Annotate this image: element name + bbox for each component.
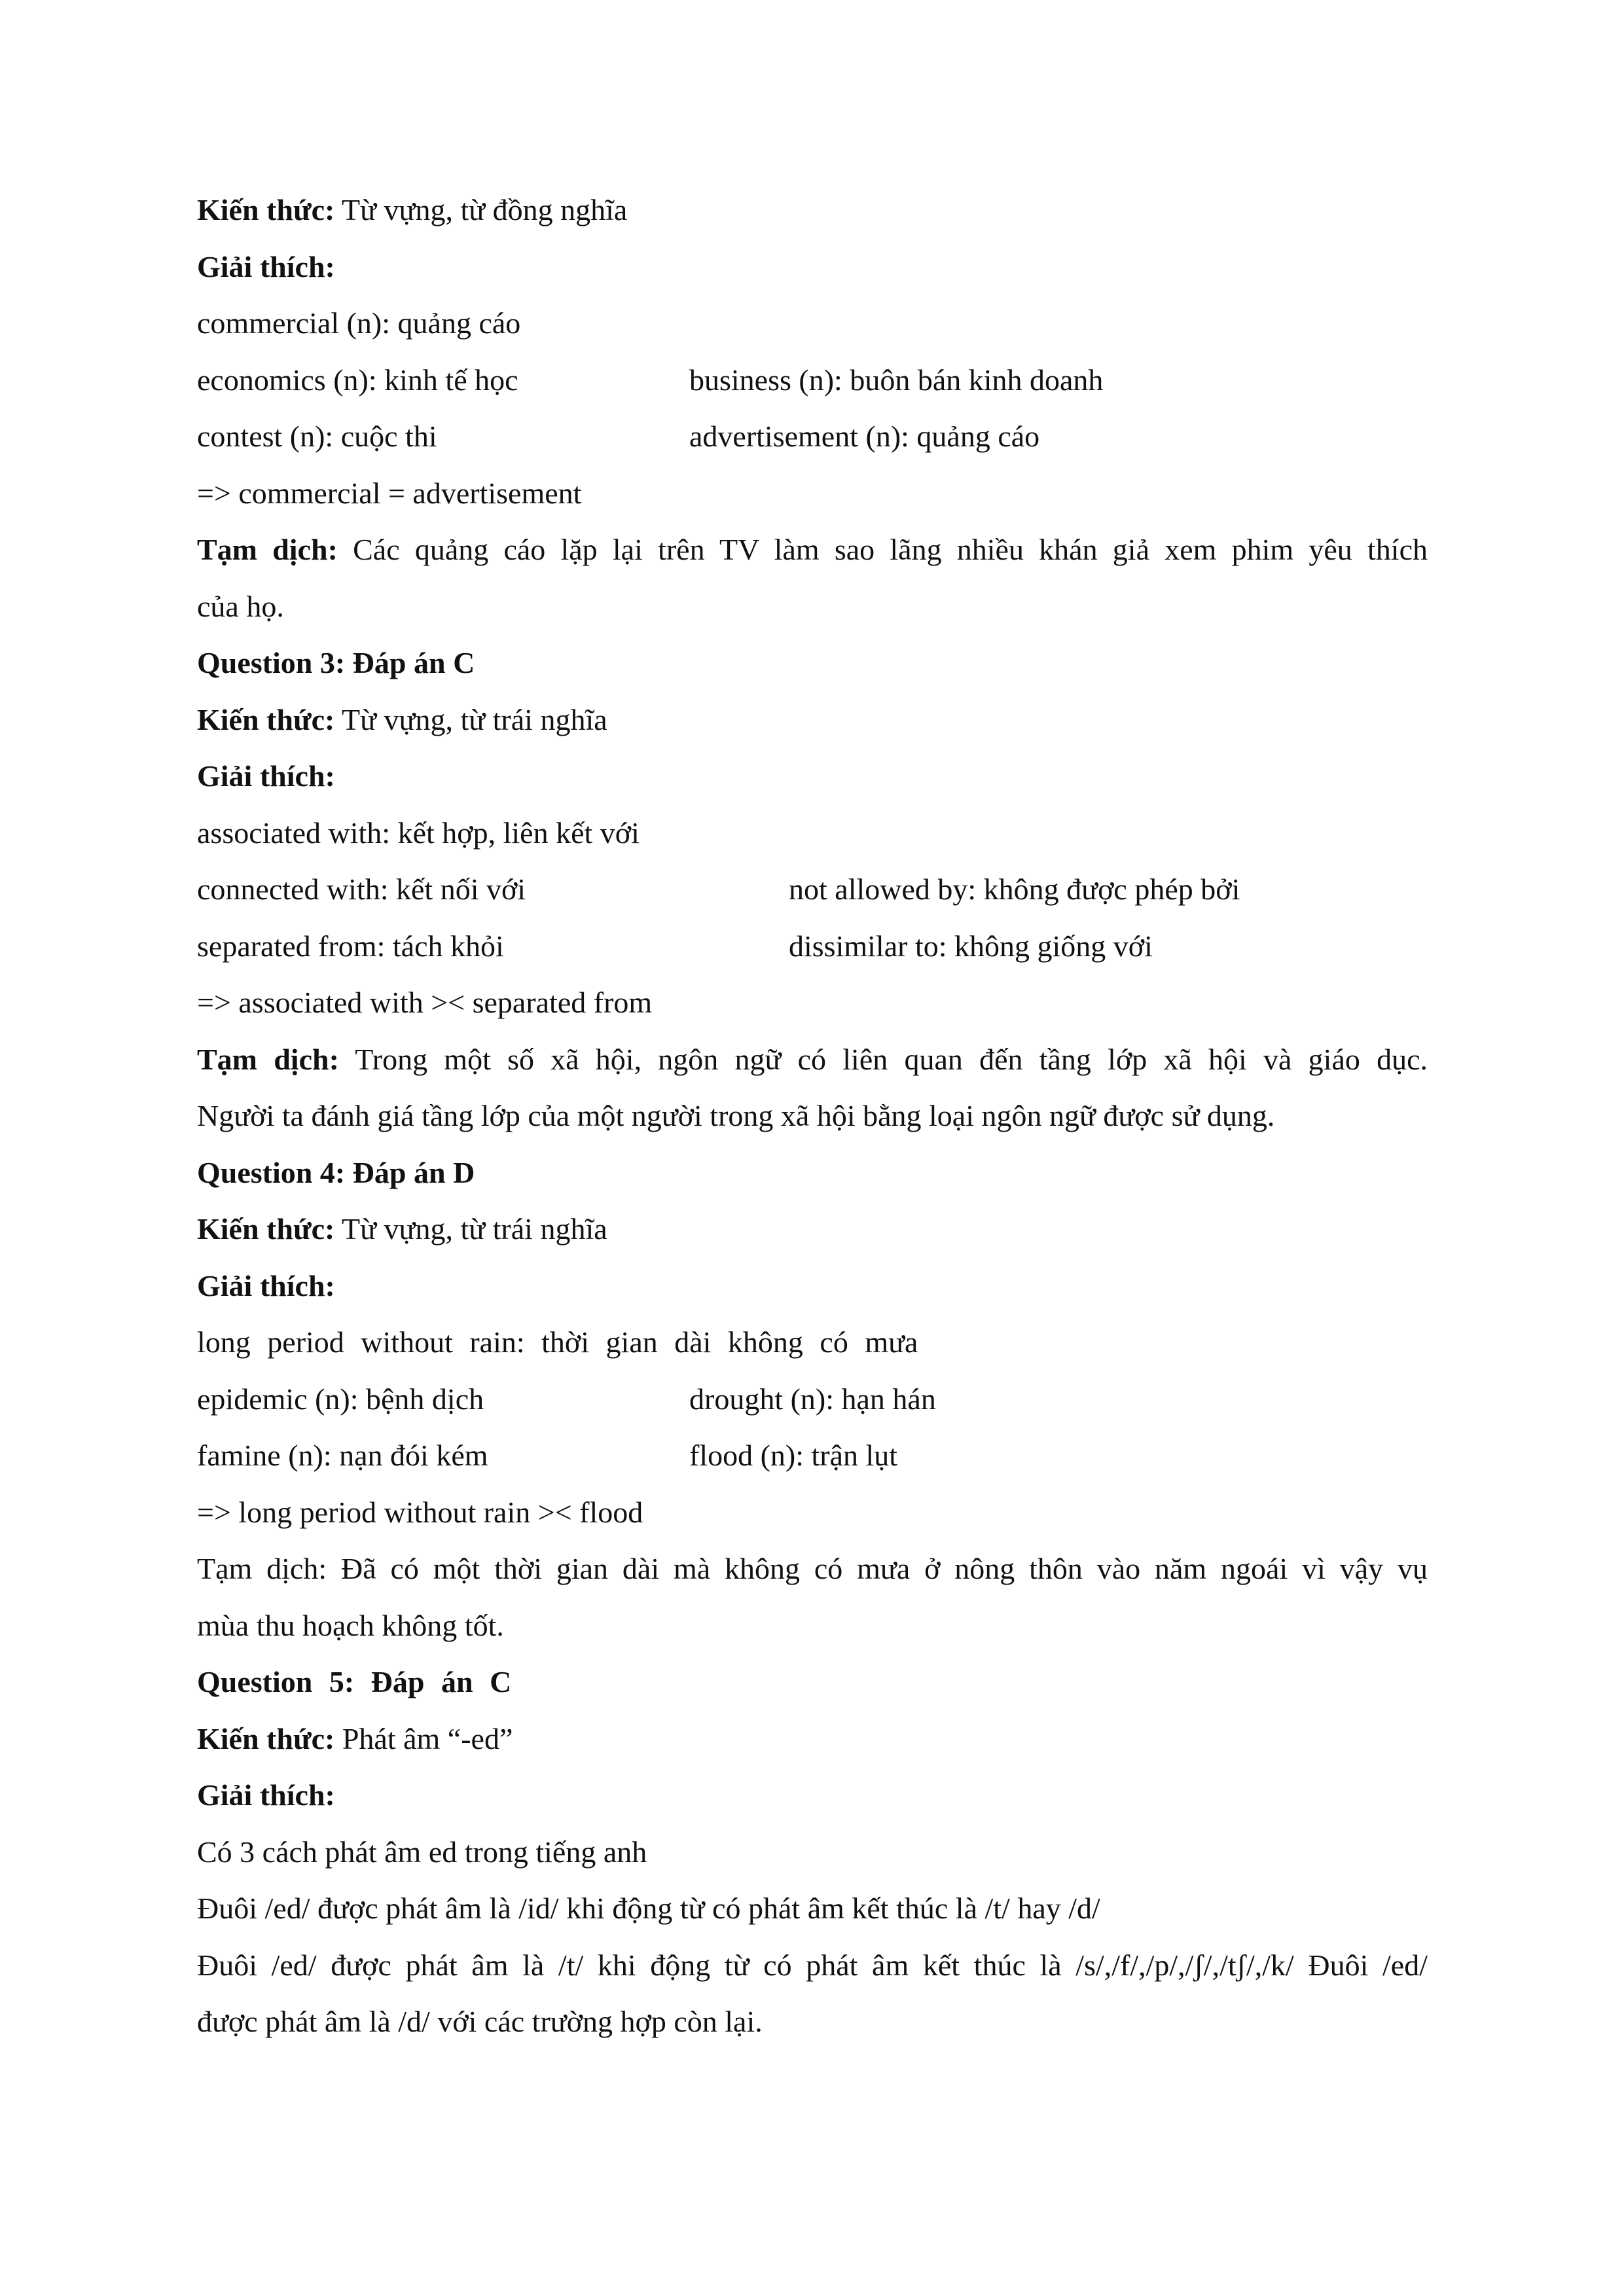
knowledge-line xyxy=(197,1201,1428,1258)
translation-line: Tạm dịch: Đã có một thời gian dài mà không có mưa ở nông thôn vào năm ngoái vì vậy vụ xyxy=(197,1552,1428,1585)
option-row xyxy=(197,861,1428,918)
body-line: Có 3 cách phát âm ed trong tiếng anh xyxy=(197,1835,647,1869)
result-line: => long period without rain >< flood xyxy=(197,1495,643,1529)
translation-label: Tạm dịch: xyxy=(197,1042,339,1076)
option-right: business (n): buôn bán kinh doanh xyxy=(689,363,1104,397)
option-left: epidemic (n): bệnh dịch xyxy=(197,1382,484,1416)
translation-line xyxy=(197,1031,1428,1088)
result-line: => commercial = advertisement xyxy=(197,476,582,510)
knowledge-text: Phát âm “-ed” xyxy=(334,1721,513,1755)
translation-text: Trong một số xã hội, ngôn ngữ có liên quan đến tầng lớp xã hội và giáo dục. xyxy=(338,1042,1428,1076)
translation-text: Các quảng cáo lặp lại trên TV làm sao lãng nhiều khán giả xem phim yêu thích xyxy=(337,533,1428,566)
body-line: được phát âm là /d/ với các trường hợp còn lại. xyxy=(197,2005,763,2038)
knowledge-line xyxy=(197,692,1428,749)
translation-continuation: Người ta đánh giá tầng lớp của một người trong xã hội bằng loại ngôn ngữ được sử dụng. xyxy=(197,1099,1275,1132)
option-right: not allowed by: không được phép bởi xyxy=(789,872,1240,906)
body-line: Đuôi /ed/ được phát âm là /id/ khi động từ có phát âm kết thúc là /t/ hay /d/ xyxy=(197,1892,1100,1925)
option-row xyxy=(197,1427,1428,1484)
definition-line: commercial (n): quảng cáo xyxy=(197,306,521,340)
knowledge-line xyxy=(197,182,1428,239)
knowledge-label: Kiến thức: xyxy=(197,193,335,226)
option-row xyxy=(197,408,1428,465)
option-row xyxy=(197,1371,1428,1428)
knowledge-label: Kiến thức: xyxy=(197,702,335,736)
translation-continuation: của họ. xyxy=(197,589,284,623)
knowledge-text: Từ vựng, từ trái nghĩa xyxy=(334,702,607,736)
question-heading: Question 5: Đáp án C xyxy=(197,1665,512,1698)
explanation-label: Giải thích: xyxy=(197,1268,335,1302)
option-right: dissimilar to: không giống với xyxy=(789,929,1153,963)
question-heading: Question 4: Đáp án D xyxy=(197,1155,475,1189)
explanation-label: Giải thích: xyxy=(197,249,335,283)
knowledge-label: Kiến thức: xyxy=(197,1721,335,1755)
knowledge-line xyxy=(197,1711,1428,1768)
option-row xyxy=(197,918,1428,975)
option-left: connected with: kết nối với xyxy=(197,872,526,906)
option-left: economics (n): kinh tế học xyxy=(197,363,518,397)
explanation-label: Giải thích: xyxy=(197,1778,335,1812)
option-right: advertisement (n): quảng cáo xyxy=(689,420,1040,453)
option-left: contest (n): cuộc thi xyxy=(197,420,437,453)
translation-continuation: mùa thu hoạch không tốt. xyxy=(197,1608,504,1642)
option-left: famine (n): nạn đói kém xyxy=(197,1439,488,1472)
option-right: flood (n): trận lụt xyxy=(689,1439,898,1472)
definition-line: long period without rain: thời gian dài không có mưa xyxy=(197,1325,918,1359)
knowledge-label: Kiến thức: xyxy=(197,1212,335,1246)
body-line: Đuôi /ed/ được phát âm là /t/ khi động từ có phát âm kết thúc là /s/,/f/,/p/,/ʃ/,/tʃ/,/k/ Đuôi /ed/ xyxy=(197,1948,1428,1982)
definition-line: associated with: kết hợp, liên kết với xyxy=(197,816,640,850)
question-heading: Question 3: Đáp án C xyxy=(197,646,475,679)
explanation-label: Giải thích: xyxy=(197,759,335,793)
translation-label: Tạm dịch: xyxy=(197,533,338,566)
option-left: separated from: tách khỏi xyxy=(197,929,504,963)
option-right: drought (n): hạn hán xyxy=(689,1382,936,1416)
knowledge-text: Từ vựng, từ đồng nghĩa xyxy=(334,193,628,226)
option-row xyxy=(197,352,1428,409)
knowledge-text: Từ vựng, từ trái nghĩa xyxy=(334,1212,607,1246)
translation-line xyxy=(197,522,1428,579)
document-page xyxy=(197,182,1428,2051)
result-line: => associated with >< separated from xyxy=(197,986,653,1019)
